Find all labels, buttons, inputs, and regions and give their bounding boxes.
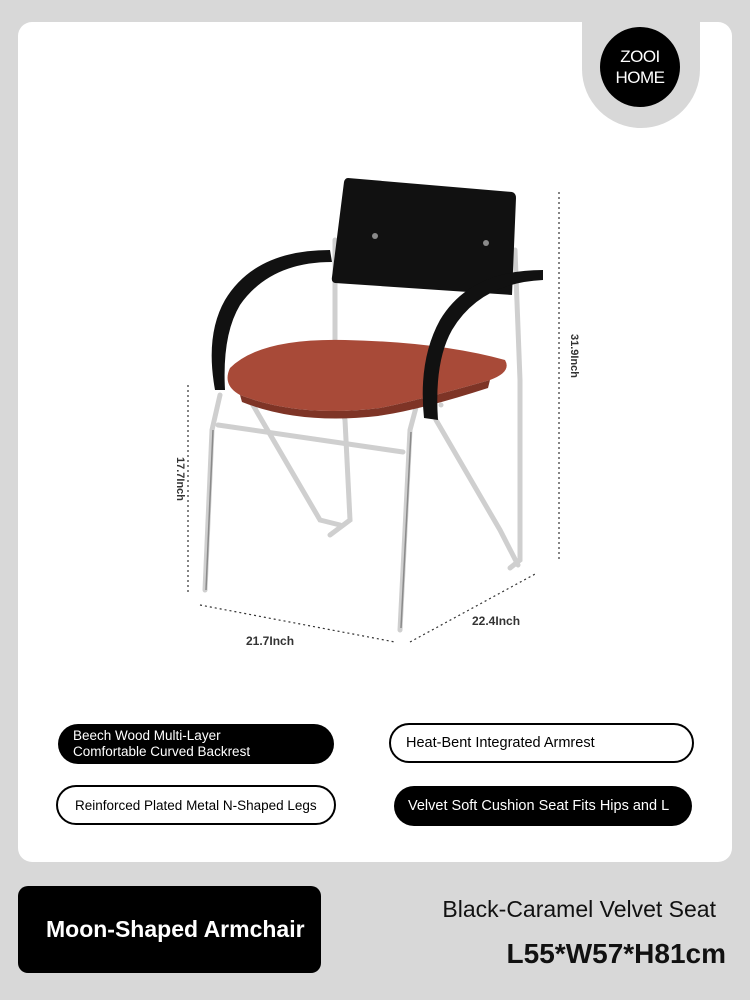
backrest: [332, 178, 516, 295]
feature-backrest-line-1: Beech Wood Multi-Layer: [73, 728, 221, 743]
feature-backrest: [58, 724, 334, 764]
backrest-screw-left: [372, 233, 378, 239]
product-variant: Black-Caramel Velvet Seat: [442, 896, 716, 922]
depth-line: [410, 573, 537, 642]
feature-seat-label: Velvet Soft Cushion Seat Fits Hips and L: [408, 798, 670, 814]
product-name-box: [18, 886, 321, 973]
width-label: 21.7Inch: [246, 634, 295, 648]
product-name: Moon-Shaped Armchair: [46, 916, 305, 942]
brand-line-2: HOME: [615, 68, 665, 87]
seat-cushion: [228, 340, 507, 411]
brand-line-1: ZOOI: [620, 47, 660, 66]
feature-seat: [394, 786, 692, 826]
backrest-screw-right: [483, 240, 489, 246]
product-size: L55*W57*H81cm: [506, 938, 726, 969]
height-label: 31.9Inch: [568, 333, 581, 379]
feature-backrest-line-2: Comfortable Curved Backrest: [73, 744, 251, 759]
feature-armrest-label: Heat-Bent Integrated Armrest: [406, 735, 595, 751]
seat-height-label: 17.7Inch: [174, 456, 187, 502]
feature-armrest: [389, 723, 694, 763]
armrest-screw: [439, 403, 444, 408]
depth-label: 22.4Inch: [472, 614, 521, 628]
feature-legs-label: Reinforced Plated Metal N-Shaped Legs: [75, 797, 317, 813]
frame-shading: [206, 430, 411, 628]
width-line: [200, 605, 395, 642]
feature-legs: [56, 785, 336, 825]
